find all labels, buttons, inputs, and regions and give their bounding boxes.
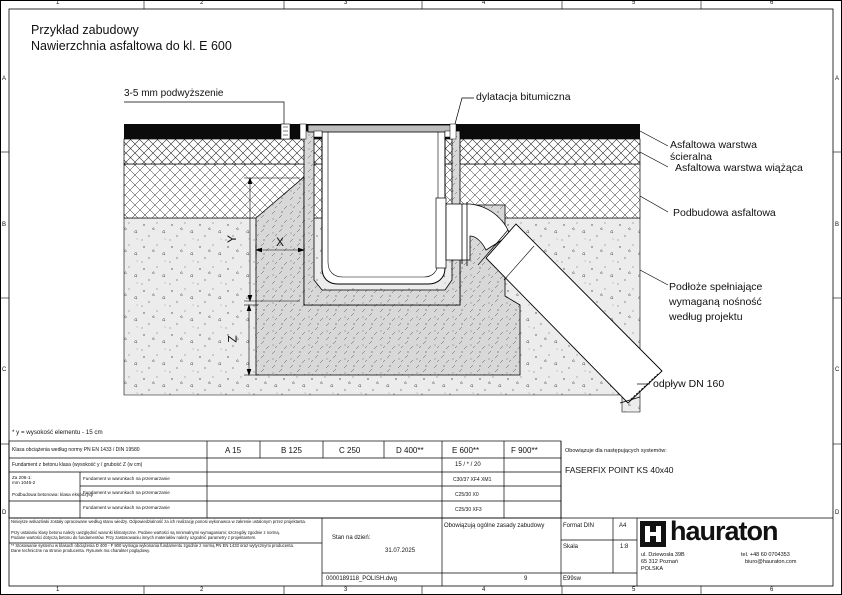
state-label: Stan na dzień: [332,535,371,541]
subsoil-label-line-3: według projektu [669,311,743,323]
column-number-3-bottom: 3 [344,587,348,593]
company-email: biuro@hauraton.com [745,559,797,565]
row-a-label: Fundament w warunkach na przemarzanie [83,476,170,481]
company-phone: tel. +48 60 0704353 [741,552,790,558]
column-number-1-bottom: 1 [56,587,60,593]
scale-label: Skala [563,544,579,550]
row-letter-c-right: C [835,367,840,373]
class-f900: F 900** [511,446,538,455]
row-b-label: Fundament w warunkach na przemarzanie [83,490,170,495]
format-label: Format DIN [563,523,595,529]
exposure-norm-line-1: Za 206-1: [12,475,32,480]
outlet-label: odpływ DN 160 [653,378,725,390]
company-address-2: 65 312 Poznań [641,559,679,565]
row-letter-a-right: A [835,76,840,82]
foundation-dims-value: 15 / * / 20 [455,462,481,468]
company-logo-text: hauraton [670,516,778,546]
drawing-number: 0000189118_POLISH.dwg [326,576,397,582]
row-letter-b: B [2,222,7,228]
dimension-x-label: X [276,235,285,249]
note-3: Podane wartości dotyczą betonu do fundamentów. Przy zastosowaniu innych materiałów należy uzgodnić parametry z projektantem. [11,535,257,540]
title-line-2: Nawierzchnia asfaltowa do kl. E 600 [31,39,232,53]
hauraton-logo-icon [640,521,666,547]
row-letter-b-right: B [835,222,840,228]
wearing-layer-label [670,139,757,163]
column-number-6: 6 [770,0,774,6]
column-number-5-bottom: 5 [632,587,636,593]
row-letter-d-right: D [835,510,840,516]
subsoil-label-line-2: wymaganą nośność [669,296,762,308]
class-b125: B 125 [281,446,302,455]
height-note: * y = wysokość elementu - 15 cm [12,429,103,436]
column-number-3: 3 [344,0,348,6]
column-number-5: 5 [632,0,636,6]
state-date: 31.07.2025 [385,548,416,554]
scale-value: 1:8 [620,544,629,550]
wearing-layer-label-line-2: ścieralna [670,151,713,163]
format-value: A4 [619,523,627,529]
column-number-4-bottom: 4 [482,587,486,593]
class-a15: A 15 [225,446,242,455]
row-b-group-label: Podbudowa betonowa: klasa ekspozycji [12,492,94,497]
column-number-2: 2 [200,0,204,6]
class-d400: D 400** [396,446,424,455]
binding-layer-label: Asfaltowa warstwa wiążąca [675,162,803,174]
rules-label: Obowiązują ogólne zasady zabudowy [444,523,545,529]
dilatation-label: dylatacja bitumiczna [476,91,571,103]
subsoil-label-line-1: Podłoże spełniające [669,281,763,293]
row-c-label: Fundament w warunkach na przemarzanie [83,505,170,510]
row-letter-a: A [2,76,7,82]
page-title [31,22,232,54]
code: E99sw [563,576,582,582]
column-number-2-bottom: 2 [200,587,204,593]
class-c250: C 250 [339,446,361,455]
company-address-1: ul. Dziewosła 39B [641,552,685,558]
row-letter-d: D [2,510,7,516]
load-class-header: Klasa obciążenia według normy PN EN 1433 / DIN 19580 [12,447,140,453]
subsoil-label [669,280,762,325]
row-a-value: C30/37 XF4 XM1 [453,477,492,483]
wearing-layer-label-line-1: Asfaltowa warstwa [670,139,757,151]
company-address-3: POLSKA [641,566,664,572]
system-label: Obowiązuje dla następujących systemów: [565,448,667,454]
class-e600: E 600** [452,446,480,455]
notes-block [11,519,320,553]
dimension-z-label: Z [225,335,240,343]
dimension-y-label: Y [225,234,240,244]
raise-label: 3-5 mm podwyższenie [124,88,224,99]
note-4: ** Stosowanie systemu w klasach obciążenia D 400 - F 900 wymaga wykonania fundamentu zgodnie z normą PN EN 1433 oraz wytycznymi producenta. [11,543,295,548]
title-line-1: Przykład zabudowy [31,23,139,37]
note-1: Niniejsze wskazówki zostały opracowane według stanu wiedzy. Odpowiedzialność za ich realizację ponosi wykonawca w zakresie ustalonym przez projektanta. [11,519,307,524]
row-c-value: C25/30 XF3 [455,507,482,513]
column-number-6-bottom: 6 [770,587,774,593]
column-number-4: 4 [482,0,486,6]
row-b-value: C25/30 X0 [455,492,479,498]
sheet-number: 9 [524,576,528,582]
column-number-1: 1 [56,0,60,6]
base-layer-label: Podbudowa asfaltowa [673,207,776,219]
note-2: Przy ustalaniu klasy betonu należy uwzględnić warunki klimatyczne. Podane wartości są minimalnymi wymaganiami; szczegóły zgodnie z normą. [11,530,280,535]
exposure-norm-line-2: mm 1045-2 [12,480,36,485]
note-5: Dane techniczne na stronie producenta. Rysunek ma charakter poglądowy. [11,548,151,553]
row-letter-c: C [2,367,7,373]
foundation-dims-label: Fundament z betonu klasa (wysokość y / grubość Z (w cm) [12,462,143,468]
system-value: FASERFIX POINT KS 40x40 [565,465,674,475]
